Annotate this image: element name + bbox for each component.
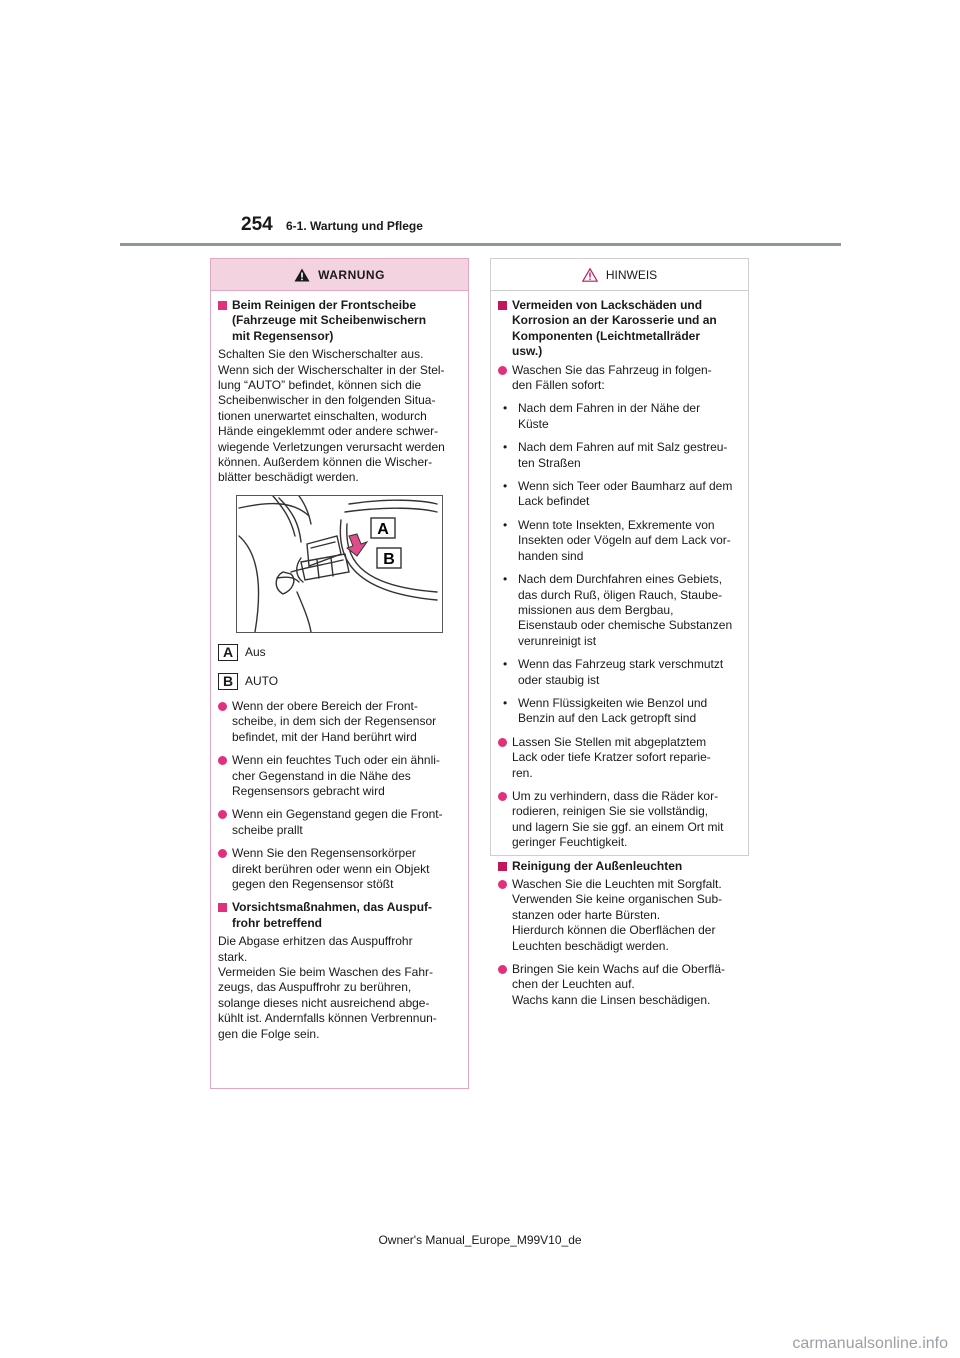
bullet-text: Waschen Sie die Leuchten mit Sorgfalt. Verwenden Sie keine organischen Sub- stanzen oder harte Bürsten. Hierdurch können die Oberflächen der Leuchten beschädigt werden. [512, 877, 723, 953]
heading-text: Reinigung der Außenleuchten [512, 858, 683, 873]
notice-section-2-heading [498, 859, 741, 874]
warning-bullet [218, 846, 461, 892]
footer-text: Owner's Manual_Europe_M99V10_de [378, 1233, 582, 1247]
dash-text: Nach dem Fahren in der Nähe der Küste [518, 401, 701, 431]
notice-bullet [498, 962, 741, 1008]
notice-section-1-heading [498, 298, 741, 360]
figure-label-b: B [383, 550, 395, 568]
warning-triangle-icon [294, 268, 310, 282]
section-title: 6-1. Wartung und Pflege [286, 219, 423, 233]
warning-box [210, 258, 469, 1089]
header-rule [120, 243, 841, 246]
heading-text: Vorsichtsmaßnahmen, das Auspuf- frohr betreffend [232, 900, 433, 930]
label-b-text: AUTO [245, 673, 279, 688]
label-b-row [218, 673, 461, 690]
bullet-text: Waschen Sie das Fahrzeug in folgen- den Fällen sofort: [512, 362, 712, 393]
round-bullet-icon [218, 849, 227, 858]
warning-section-2-heading [218, 900, 461, 931]
notice-dash-item [503, 440, 741, 471]
label-a-badge: A [218, 644, 238, 661]
warning-bullet [218, 753, 461, 799]
dash-text: Wenn tote Insekten, Exkremente von Insekten oder Vögeln auf dem Lack vor- handen sind [518, 517, 731, 563]
square-bullet-icon [498, 862, 507, 871]
notice-bullet [498, 877, 741, 954]
square-bullet-icon [218, 301, 227, 310]
dash-text: Wenn Flüssigkeiten wie Benzol und Benzin auf den Lack getropft sind [518, 695, 708, 726]
dash-bullet-icon: • [503, 572, 508, 587]
dash-bullet-icon: • [503, 517, 508, 532]
warning-section-2-paragraph: Die Abgase erhitzen das Auspuffrohr stark. Vermeiden Sie beim Waschen des Fahr- zeugs, das Auspuffrohr zu berühren, solange dieses nicht ausreichend abge- kühlt ist. Andernfalls können Verbrennun- gen die Folge sein. [218, 934, 437, 1041]
bullet-text: Um zu verhindern, dass die Räder kor- rodieren, reinigen Sie sie vollständig, und lagern Sie sie ggf. an einem Ort mit geringer Feuchtigkeit. [512, 788, 724, 850]
watermark: carmanualsonline.info [792, 1335, 948, 1352]
wiper-switch-illustration [237, 496, 442, 632]
warning-section-1-paragraph: Schalten Sie den Wischerschalter aus. Wenn sich der Wischerschalter in der Stel- lung “AUTO” befindet, können sich die Scheibenwischer in den folgenden Situa- tionen unerwartet einschalten, wodurch Hände eingeklemmt oder andere schwer- wiegende Verletzungen verursacht werden können. Außerdem können die Wischer- blätter beschädigt werden. [218, 347, 445, 485]
warning-section-1-heading [218, 298, 461, 344]
figure-label-a: A [377, 520, 389, 538]
bullet-text: Wenn der obere Bereich der Front- scheibe, in dem sich der Regensensor befindet, mit der Hand berührt wird [232, 698, 437, 744]
heading-text: Vermeiden von Lackschäden und Korrosion an der Karosserie und an Komponenten (Leichtmetallräder usw.) [512, 298, 717, 359]
notice-content [491, 291, 748, 1008]
round-bullet-icon [218, 702, 227, 711]
bullet-text: Wenn ein Gegenstand gegen die Front- scheibe prallt [232, 807, 443, 837]
dash-bullet-icon: • [503, 479, 508, 494]
bullet-text: Wenn Sie den Regensensorkörper direkt berühren oder wenn ein Objekt gegen den Regensensor stößt [232, 846, 430, 891]
dash-bullet-icon: • [503, 695, 508, 710]
page-number: 254 [241, 214, 273, 235]
notice-dash-item [503, 572, 741, 649]
bullet-text: Lassen Sie Stellen mit abgeplatztem Lack oder tiefe Kratzer sofort reparie- ren. [512, 734, 711, 780]
label-b-badge: B [218, 673, 238, 690]
dash-bullet-icon: • [503, 657, 508, 672]
notice-dash-item [503, 479, 741, 510]
notice-dash-item [503, 518, 741, 564]
notice-dash-item [503, 657, 741, 688]
notice-box [490, 258, 749, 1007]
notice-dash-item [503, 401, 741, 432]
dash-text: Nach dem Durchfahren eines Gebiets, das durch Ruß, öligen Rauch, Staube- missionen aus dem Bergbau, Eisenstaub oder chemische Substanzen verunreinigt ist [518, 572, 733, 648]
round-bullet-icon [498, 792, 507, 801]
dash-bullet-icon: • [503, 440, 508, 455]
caution-triangle-icon [582, 268, 598, 282]
notice-bullet [498, 363, 741, 394]
warning-bullet [218, 699, 461, 745]
notice-bullet [498, 789, 741, 851]
bullet-text: Wenn ein feuchtes Tuch oder ein ähnli- cher Gegenstand in die Nähe des Regensensors gebracht wird [232, 753, 440, 798]
label-a-text: Aus [245, 644, 266, 659]
dash-bullet-icon: • [503, 401, 508, 416]
bullet-text: Bringen Sie kein Wachs auf die Oberflä- chen der Leuchten auf. Wachs kann die Linsen beschädigen. [512, 962, 725, 1007]
round-bullet-icon [498, 965, 507, 974]
notice-header [491, 259, 748, 291]
dash-text: Nach dem Fahren auf mit Salz gestreu- ten Straßen [518, 440, 728, 470]
warning-bullet [218, 807, 461, 838]
notice-bullet [498, 735, 741, 781]
notice-title: HINWEIS [605, 267, 658, 282]
warning-title: WARNUNG [318, 267, 385, 282]
round-bullet-icon [498, 366, 507, 375]
dash-text: Wenn das Fahrzeug stark verschmutzt oder staubig ist [518, 657, 724, 687]
round-bullet-icon [218, 756, 227, 765]
square-bullet-icon [498, 301, 507, 310]
label-a-row [218, 644, 461, 661]
notice-dash-item [503, 696, 741, 727]
warning-content [211, 291, 468, 1042]
dash-text: Wenn sich Teer oder Baumharz auf dem Lack befindet [518, 479, 733, 509]
wiper-switch-figure [236, 495, 443, 633]
heading-text: Beim Reinigen der Frontscheibe (Fahrzeuge mit Scheibenwischern mit Regensensor) [232, 298, 427, 343]
warning-header [211, 259, 468, 291]
round-bullet-icon [218, 810, 227, 819]
round-bullet-icon [498, 738, 507, 747]
round-bullet-icon [498, 880, 507, 889]
square-bullet-icon [218, 903, 227, 912]
